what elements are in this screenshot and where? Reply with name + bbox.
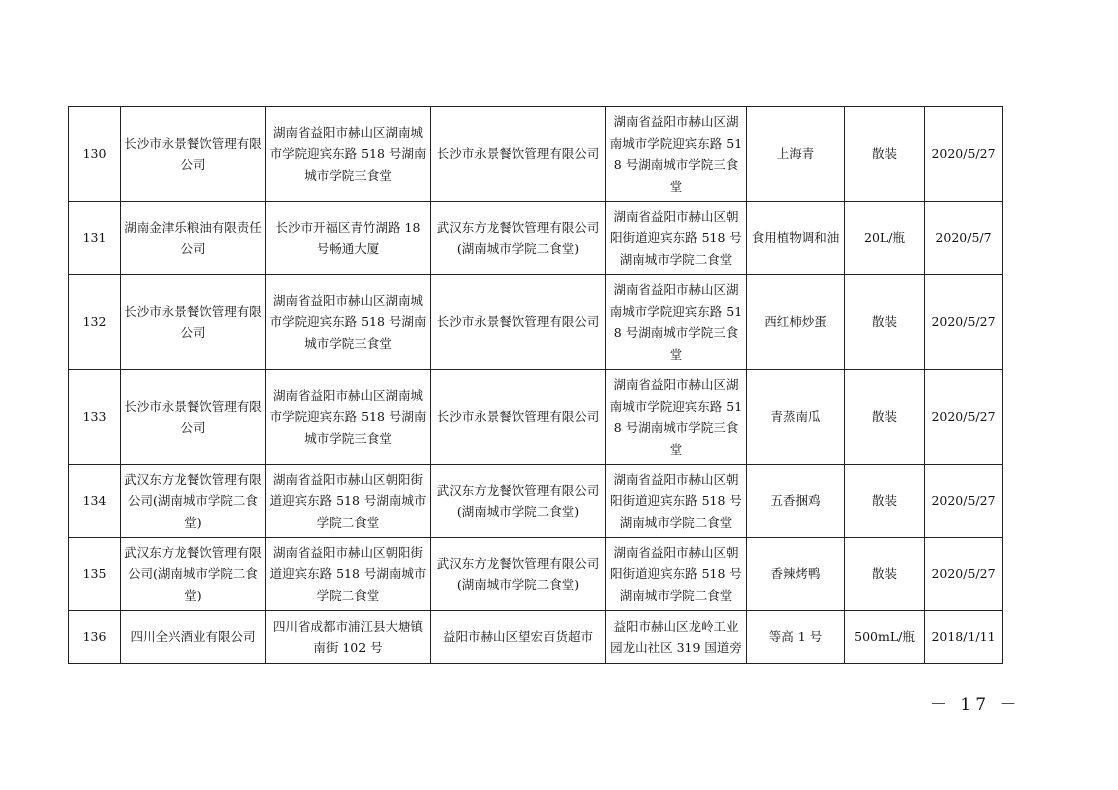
row-number-cell: 131: [69, 202, 121, 275]
sampled-address-cell: 湖南省益阳市赫山区湖南城市学院迎宾东路 518 号湖南城市学院三食堂: [606, 275, 747, 370]
row-number-cell: 132: [69, 275, 121, 370]
date-cell: 2020/5/27: [925, 107, 1003, 202]
sampled-unit-cell: 武汉东方龙餐饮管理有限公司(湖南城市学院二食堂): [431, 465, 606, 538]
producer-address-cell: 湖南省益阳市赫山区湖南城市学院迎宾东路 518 号湖南城市学院三食堂: [266, 370, 431, 465]
date-cell: 2020/5/27: [925, 275, 1003, 370]
food-name-cell: 上海青: [747, 107, 845, 202]
sampled-unit-cell: 长沙市永景餐饮管理有限公司: [431, 370, 606, 465]
row-number-cell: 136: [69, 611, 121, 664]
spec-cell: 20L/瓶: [845, 202, 925, 275]
row-number-cell: 133: [69, 370, 121, 465]
row-number-cell: 130: [69, 107, 121, 202]
sampled-unit-cell: 长沙市永景餐饮管理有限公司: [431, 107, 606, 202]
date-cell: 2018/1/11: [925, 611, 1003, 664]
row-number-cell: 134: [69, 465, 121, 538]
producer-address-cell: 湖南省益阳市赫山区朝阳街道迎宾东路 518 号湖南城市学院二食堂: [266, 538, 431, 611]
food-name-cell: 等高 1 号: [747, 611, 845, 664]
producer-name-cell: 长沙市永景餐饮管理有限公司: [121, 107, 266, 202]
spec-cell: 散装: [845, 538, 925, 611]
row-number-cell: 135: [69, 538, 121, 611]
sampled-address-cell: 湖南省益阳市赫山区朝阳街道迎宾东路 518 号湖南城市学院二食堂: [606, 465, 747, 538]
date-cell: 2020/5/27: [925, 538, 1003, 611]
producer-address-cell: 湖南省益阳市赫山区朝阳街道迎宾东路 518 号湖南城市学院二食堂: [266, 465, 431, 538]
spec-cell: 散装: [845, 370, 925, 465]
producer-address-cell: 湖南省益阳市赫山区湖南城市学院迎宾东路 518 号湖南城市学院三食堂: [266, 107, 431, 202]
sampled-address-cell: 湖南省益阳市赫山区湖南城市学院迎宾东路 518 号湖南城市学院三食堂: [606, 107, 747, 202]
food-name-cell: 香辣烤鸭: [747, 538, 845, 611]
spec-cell: 500mL/瓶: [845, 611, 925, 664]
table-row: [69, 465, 1003, 538]
sampling-results-table: [68, 106, 1003, 664]
producer-name-cell: 武汉东方龙餐饮管理有限公司(湖南城市学院二食堂): [121, 465, 266, 538]
producer-address-cell: 长沙市开福区青竹湖路 18 号畅通大厦: [266, 202, 431, 275]
spec-cell: 散装: [845, 107, 925, 202]
date-cell: 2020/5/27: [925, 370, 1003, 465]
food-name-cell: 食用植物调和油: [747, 202, 845, 275]
table-row: [69, 611, 1003, 664]
table-row: [69, 275, 1003, 370]
sampled-unit-cell: 长沙市永景餐饮管理有限公司: [431, 275, 606, 370]
sampled-address-cell: 益阳市赫山区龙岭工业园龙山社区 319 国道旁: [606, 611, 747, 664]
producer-name-cell: 长沙市永景餐饮管理有限公司: [121, 275, 266, 370]
producer-name-cell: 湖南金津乐粮油有限责任公司: [121, 202, 266, 275]
producer-address-cell: 湖南省益阳市赫山区湖南城市学院迎宾东路 518 号湖南城市学院三食堂: [266, 275, 431, 370]
table-row: [69, 107, 1003, 202]
page-number: － 17 －: [930, 695, 1021, 715]
sampled-unit-cell: 益阳市赫山区望宏百货超市: [431, 611, 606, 664]
sampled-unit-cell: 武汉东方龙餐饮管理有限公司(湖南城市学院二食堂): [431, 538, 606, 611]
table-row: [69, 538, 1003, 611]
food-name-cell: 西红柿炒蛋: [747, 275, 845, 370]
sampled-unit-cell: 武汉东方龙餐饮管理有限公司(湖南城市学院二食堂): [431, 202, 606, 275]
sampled-address-cell: 湖南省益阳市赫山区朝阳街道迎宾东路 518 号湖南城市学院二食堂: [606, 202, 747, 275]
producer-name-cell: 武汉东方龙餐饮管理有限公司(湖南城市学院二食堂): [121, 538, 266, 611]
spec-cell: 散装: [845, 465, 925, 538]
table-row: [69, 202, 1003, 275]
producer-name-cell: 长沙市永景餐饮管理有限公司: [121, 370, 266, 465]
spec-cell: 散装: [845, 275, 925, 370]
date-cell: 2020/5/27: [925, 465, 1003, 538]
date-cell: 2020/5/7: [925, 202, 1003, 275]
sampled-address-cell: 湖南省益阳市赫山区朝阳街道迎宾东路 518 号湖南城市学院二食堂: [606, 538, 747, 611]
sampled-address-cell: 湖南省益阳市赫山区湖南城市学院迎宾东路 518 号湖南城市学院三食堂: [606, 370, 747, 465]
food-name-cell: 五香捆鸡: [747, 465, 845, 538]
producer-name-cell: 四川全兴酒业有限公司: [121, 611, 266, 664]
table-row: [69, 370, 1003, 465]
food-name-cell: 青蒸南瓜: [747, 370, 845, 465]
producer-address-cell: 四川省成都市浦江县大塘镇南街 102 号: [266, 611, 431, 664]
